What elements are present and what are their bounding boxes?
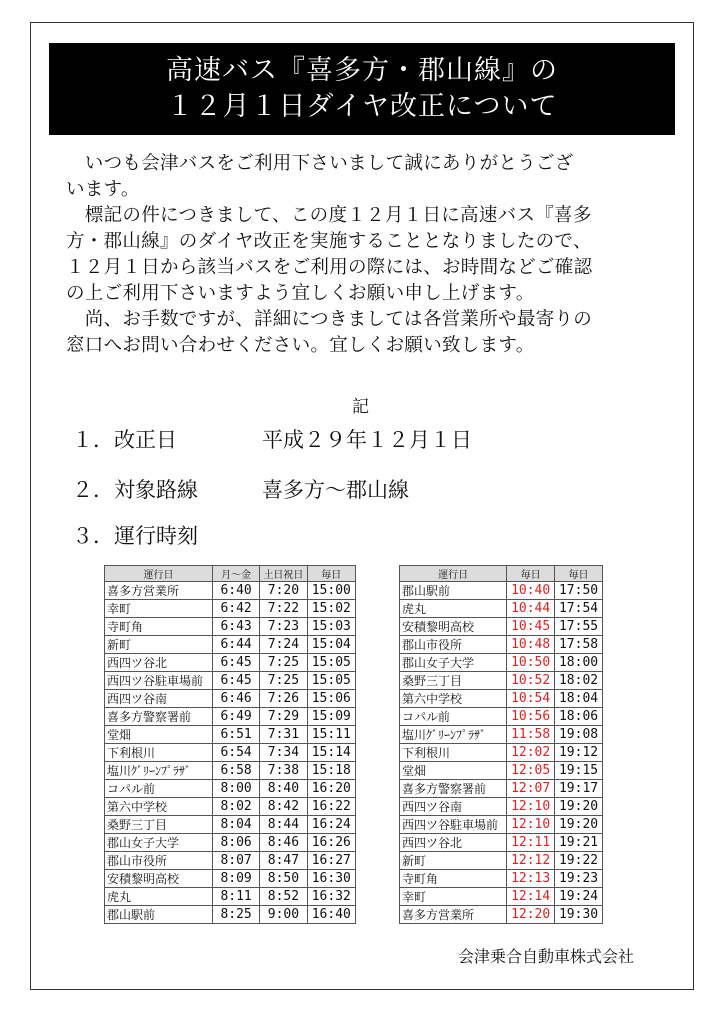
time-cell: 8:52	[260, 888, 307, 906]
time-cell: 7:25	[260, 654, 307, 672]
stop-name-cell: 西四ツ谷南	[105, 690, 213, 708]
time-cell: 12:02	[507, 744, 555, 762]
time-cell: 6:51	[212, 726, 259, 744]
stop-name-cell: コパル前	[400, 708, 507, 726]
time-cell: 19:24	[555, 888, 603, 906]
time-cell: 19:20	[555, 816, 603, 834]
time-cell: 6:54	[212, 744, 259, 762]
table-row	[400, 888, 603, 906]
table-row	[105, 600, 356, 618]
time-cell: 7:29	[260, 708, 307, 726]
table-row	[400, 780, 603, 798]
time-cell: 8:02	[212, 798, 259, 816]
stop-name-cell: 桑野三丁目	[400, 672, 507, 690]
table-row	[105, 672, 356, 690]
time-cell: 12:05	[507, 762, 555, 780]
table-row	[105, 582, 356, 600]
table-row	[400, 726, 603, 744]
time-cell: 8:42	[260, 798, 307, 816]
time-cell: 12:11	[507, 834, 555, 852]
table-row	[105, 708, 356, 726]
notice-body	[66, 151, 680, 359]
time-cell: 17:50	[555, 582, 603, 600]
stop-name-cell: 堂畑	[400, 762, 507, 780]
stop-name-cell: 安積黎明高校	[400, 618, 507, 636]
item-timetable	[72, 522, 198, 550]
column-header: 毎日	[507, 566, 555, 582]
time-cell: 10:50	[507, 654, 555, 672]
time-cell: 9:00	[260, 906, 307, 924]
table-row	[400, 834, 603, 852]
time-cell: 15:11	[307, 726, 355, 744]
stop-name-cell: 虎丸	[105, 888, 213, 906]
time-cell: 17:58	[555, 636, 603, 654]
time-cell: 16:30	[307, 870, 355, 888]
time-cell: 15:18	[307, 762, 355, 780]
time-cell: 19:12	[555, 744, 603, 762]
time-cell: 15:02	[307, 600, 355, 618]
column-header: 土日祝日	[260, 566, 307, 582]
item-value: 喜多方～郡山線	[262, 478, 409, 502]
table-row	[105, 690, 356, 708]
stop-name-cell: 新町	[105, 636, 213, 654]
time-cell: 6:58	[212, 762, 259, 780]
time-cell: 19:22	[555, 852, 603, 870]
stop-name-cell: 虎丸	[400, 600, 507, 618]
stop-name-cell: 喜多方営業所	[105, 582, 213, 600]
time-cell: 16:22	[307, 798, 355, 816]
time-cell: 17:54	[555, 600, 603, 618]
table-row	[105, 906, 356, 924]
table-header-row	[400, 566, 603, 582]
body-line: います。	[66, 179, 140, 200]
column-header: 運行日	[105, 566, 213, 582]
table-row	[400, 744, 603, 762]
time-cell: 15:06	[307, 690, 355, 708]
stop-name-cell: 塩川ｸﾞﾘｰﾝﾌﾟﾗｻﾞ	[105, 762, 213, 780]
time-cell: 16:27	[307, 852, 355, 870]
time-cell: 6:40	[212, 582, 259, 600]
table-row	[105, 726, 356, 744]
time-cell: 12:20	[507, 906, 555, 924]
time-cell: 6:43	[212, 618, 259, 636]
stop-name-cell: 西四ツ谷北	[105, 654, 213, 672]
time-cell: 12:10	[507, 816, 555, 834]
table-row	[105, 618, 356, 636]
table-row	[400, 798, 603, 816]
time-cell: 12:13	[507, 870, 555, 888]
time-cell: 15:14	[307, 744, 355, 762]
timetable-koriyama-to-kitakata	[399, 565, 603, 924]
stop-name-cell: 寺町角	[400, 870, 507, 888]
stop-name-cell: 塩川ｸﾞﾘｰﾝﾌﾟﾗｻﾞ	[400, 726, 507, 744]
time-cell: 19:21	[555, 834, 603, 852]
stop-name-cell: 新町	[400, 852, 507, 870]
time-cell: 19:15	[555, 762, 603, 780]
time-cell: 8:09	[212, 870, 259, 888]
body-line: の上ご利用下さいますよう宜しくお願い申し上げます。	[66, 283, 535, 304]
time-cell: 19:23	[555, 870, 603, 888]
table-row	[105, 852, 356, 870]
table-row	[400, 636, 603, 654]
table-row	[400, 708, 603, 726]
body-line: 方・郡山線』のダイヤ改正を実施することとなりましたので、	[66, 231, 592, 252]
column-header: 運行日	[400, 566, 507, 582]
time-cell: 16:26	[307, 834, 355, 852]
stop-name-cell: 郡山駅前	[105, 906, 213, 924]
time-cell: 15:05	[307, 654, 355, 672]
time-cell: 7:38	[260, 762, 307, 780]
company-name: 会津乗合自動車株式会社	[458, 947, 635, 966]
time-cell: 10:44	[507, 600, 555, 618]
time-cell: 6:46	[212, 690, 259, 708]
time-cell: 12:12	[507, 852, 555, 870]
time-cell: 7:34	[260, 744, 307, 762]
time-cell: 18:00	[555, 654, 603, 672]
time-cell: 8:44	[260, 816, 307, 834]
table-row	[105, 636, 356, 654]
table-row	[105, 816, 356, 834]
time-cell: 8:46	[260, 834, 307, 852]
stop-name-cell: 郡山女子大学	[105, 834, 213, 852]
stop-name-cell: 西四ツ谷南	[400, 798, 507, 816]
stop-name-cell: 安積黎明高校	[105, 870, 213, 888]
stop-name-cell: 郡山駅前	[400, 582, 507, 600]
time-cell: 8:50	[260, 870, 307, 888]
stop-name-cell: 寺町角	[105, 618, 213, 636]
body-line: 標記の件につきまして、この度１２月１日に高速バス『喜多	[66, 205, 592, 226]
time-cell: 6:45	[212, 672, 259, 690]
table-row	[400, 762, 603, 780]
stop-name-cell: 幸町	[400, 888, 507, 906]
table-row	[105, 888, 356, 906]
time-cell: 10:48	[507, 636, 555, 654]
stop-name-cell: 堂畑	[105, 726, 213, 744]
item-label: ３．運行時刻	[72, 524, 198, 548]
time-cell: 10:56	[507, 708, 555, 726]
table-row	[400, 870, 603, 888]
time-cell: 12:14	[507, 888, 555, 906]
time-cell: 7:31	[260, 726, 307, 744]
stop-name-cell: 郡山市役所	[105, 852, 213, 870]
stop-name-cell: 第六中学校	[105, 798, 213, 816]
time-cell: 8:11	[212, 888, 259, 906]
time-cell: 8:04	[212, 816, 259, 834]
stop-name-cell: 桑野三丁目	[105, 816, 213, 834]
stop-name-cell: 西四ツ谷駐車場前	[105, 672, 213, 690]
body-line: 尚、お手数ですが、詳細につきましては各営業所や最寄りの	[66, 309, 593, 330]
table-row	[105, 870, 356, 888]
column-header: 月～金	[212, 566, 259, 582]
table-row	[105, 762, 356, 780]
time-cell: 15:09	[307, 708, 355, 726]
table-row	[400, 582, 603, 600]
title-line-2: １２月１日ダイヤ改正について	[166, 91, 558, 122]
table-row	[400, 816, 603, 834]
time-cell: 8:47	[260, 852, 307, 870]
time-cell: 6:45	[212, 654, 259, 672]
time-cell: 7:20	[260, 582, 307, 600]
time-cell: 7:22	[260, 600, 307, 618]
time-cell: 15:05	[307, 672, 355, 690]
time-cell: 6:42	[212, 600, 259, 618]
time-cell: 19:20	[555, 798, 603, 816]
time-cell: 18:06	[555, 708, 603, 726]
column-header: 毎日	[307, 566, 355, 582]
title-line-1: 高速バス『喜多方・郡山線』の	[166, 55, 558, 86]
table-row	[400, 618, 603, 636]
stop-name-cell: 郡山女子大学	[400, 654, 507, 672]
item-route	[72, 476, 409, 504]
stop-name-cell: 喜多方営業所	[400, 906, 507, 924]
stop-name-cell: 喜多方警察署前	[400, 780, 507, 798]
time-cell: 7:26	[260, 690, 307, 708]
time-cell: 16:32	[307, 888, 355, 906]
table-row	[105, 798, 356, 816]
time-cell: 7:24	[260, 636, 307, 654]
table-row	[400, 852, 603, 870]
time-cell: 12:10	[507, 798, 555, 816]
table-row	[400, 672, 603, 690]
table-row	[400, 654, 603, 672]
table-row	[105, 744, 356, 762]
ki-label: 記	[352, 397, 369, 417]
stop-name-cell: 下利根川	[400, 744, 507, 762]
time-cell: 18:04	[555, 690, 603, 708]
time-cell: 7:23	[260, 618, 307, 636]
table-row	[105, 654, 356, 672]
column-header: 毎日	[555, 566, 603, 582]
body-line: １２月１日から該当バスをご利用の際には、お時間などご確認	[66, 257, 593, 278]
stop-name-cell: 西四ツ谷駐車場前	[400, 816, 507, 834]
stop-name-cell: 幸町	[105, 600, 213, 618]
table-row	[105, 834, 356, 852]
stop-name-cell: コパル前	[105, 780, 213, 798]
time-cell: 12:07	[507, 780, 555, 798]
item-label: １．改正日	[72, 428, 177, 452]
time-cell: 6:44	[212, 636, 259, 654]
time-cell: 16:40	[307, 906, 355, 924]
time-cell: 11:58	[507, 726, 555, 744]
time-cell: 19:30	[555, 906, 603, 924]
title-banner	[49, 43, 675, 135]
stop-name-cell: 郡山市役所	[400, 636, 507, 654]
table-header-row	[105, 566, 356, 582]
time-cell: 15:04	[307, 636, 355, 654]
time-cell: 10:54	[507, 690, 555, 708]
time-cell: 16:20	[307, 780, 355, 798]
time-cell: 6:49	[212, 708, 259, 726]
table-row	[400, 690, 603, 708]
stop-name-cell: 第六中学校	[400, 690, 507, 708]
time-cell: 8:00	[212, 780, 259, 798]
time-cell: 15:00	[307, 582, 355, 600]
time-cell: 10:40	[507, 582, 555, 600]
stop-name-cell: 西四ツ谷北	[400, 834, 507, 852]
time-cell: 17:55	[555, 618, 603, 636]
stop-name-cell: 下利根川	[105, 744, 213, 762]
time-cell: 19:08	[555, 726, 603, 744]
body-line: いつも会津バスをご利用下さいまして誠にありがとうござ	[66, 153, 574, 174]
time-cell: 18:02	[555, 672, 603, 690]
time-cell: 8:40	[260, 780, 307, 798]
item-revision-date	[72, 426, 472, 454]
time-cell: 8:06	[212, 834, 259, 852]
timetable-kitakata-to-koriyama	[104, 565, 356, 924]
body-line: 窓口へお問い合わせください。宜しくお願い致します。	[66, 335, 535, 356]
item-value: 平成２９年１２月１日	[262, 428, 472, 452]
table-row	[400, 600, 603, 618]
table-row	[105, 780, 356, 798]
time-cell: 15:03	[307, 618, 355, 636]
time-cell: 7:25	[260, 672, 307, 690]
stop-name-cell: 喜多方警察署前	[105, 708, 213, 726]
time-cell: 10:45	[507, 618, 555, 636]
time-cell: 16:24	[307, 816, 355, 834]
time-cell: 19:17	[555, 780, 603, 798]
table-row	[400, 906, 603, 924]
item-label: ２．対象路線	[72, 478, 198, 502]
time-cell: 8:07	[212, 852, 259, 870]
time-cell: 8:25	[212, 906, 259, 924]
time-cell: 10:52	[507, 672, 555, 690]
